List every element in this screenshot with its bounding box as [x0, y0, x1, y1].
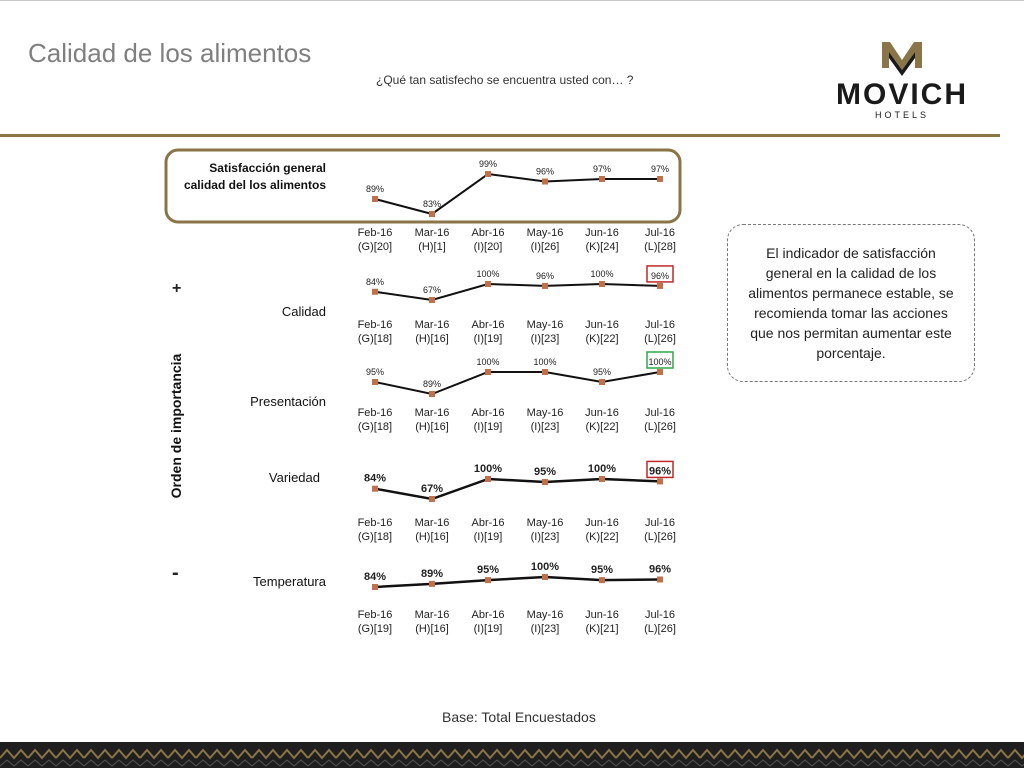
chart-2-base-label-3: (I)[23]: [530, 421, 560, 433]
chart-0-tick-label-3: May-16: [526, 227, 564, 239]
chart-1-tick-label-1: Mar-16: [414, 319, 450, 331]
chart-1-series-line: [375, 284, 660, 300]
chart-4-tick-label-1: Mar-16: [414, 609, 450, 621]
chart-0-point-5: [657, 176, 663, 182]
chart-1-tick-label-2: Abr-16: [471, 319, 505, 331]
chart-3-base-label-1: (H)[16]: [415, 531, 449, 543]
chart-3-tick-label-4: Jun-16: [585, 517, 619, 529]
chart-4-base-label-5: (L)[26]: [644, 623, 676, 635]
chart-2-point-4: [599, 379, 605, 385]
chart-3-data-label-5: 96%: [648, 465, 672, 478]
chart-1-data-label-3: 96%: [535, 270, 555, 281]
chart-1-base-label-2: (I)[19]: [473, 333, 503, 345]
chart-1-tick-label-4: Jun-16: [585, 319, 619, 331]
page-title: Calidad de los alimentos: [28, 38, 312, 68]
chart-1-tick-label-5: Jul-16: [645, 319, 675, 331]
chart-2-tick-label-3: May-16: [526, 407, 564, 419]
chart-0-data-label-0: 89%: [365, 184, 385, 194]
chart-3-point-1: [429, 496, 435, 502]
chart-4-data-label-5: 96%: [648, 563, 672, 576]
plus-sign: +: [172, 280, 182, 297]
chart-2-tick-label-5: Jul-16: [645, 407, 675, 419]
chart-0-data-label-2: 99%: [478, 159, 498, 169]
insight-callout: El indicador de satisfacción general en la calidad de los alimentos permanece estable, se recomienda tomar las acciones que nos permitan aumentar este porcentaje.: [727, 224, 975, 382]
chart-2-tick-label-1: Mar-16: [414, 407, 450, 419]
chart-0-point-1: [429, 211, 435, 217]
chart-0-series-line: [375, 174, 660, 214]
chart-4-data-label-0: 84%: [363, 571, 387, 583]
chart-0-base-label-4: (K)[24]: [585, 241, 619, 253]
chart-1-data-label-5: 96%: [650, 270, 670, 281]
chart-0-tick-label-2: Abr-16: [471, 227, 505, 239]
chart-0-point-0: [372, 196, 378, 202]
chart-3-base-label-4: (K)[22]: [585, 531, 619, 543]
chart-0-data-label-1: 83%: [422, 199, 442, 209]
chart-3-tick-label-3: May-16: [526, 517, 564, 529]
survey-question: ¿Qué tan satisfecho se encuentra usted con… ?: [376, 73, 634, 87]
chart-1-tick-label-3: May-16: [526, 319, 564, 331]
footer-band: [0, 742, 1024, 768]
chart-1-base-label-0: (G)[18]: [357, 333, 393, 345]
chart-3-point-3: [542, 479, 548, 485]
chart-0-tick-label-1: Mar-16: [414, 227, 450, 239]
chart-0-base-label-3: (I)[26]: [530, 241, 560, 253]
chart-1-point-1: [429, 297, 435, 303]
chart-2-base-label-5: (L)[26]: [644, 421, 676, 433]
base-note: Base: Total Encuestados: [442, 709, 596, 725]
chart-0-tick-label-0: Feb-16: [357, 227, 393, 239]
chart-1-data-label-0: 84%: [365, 276, 385, 287]
minus-sign: -: [172, 562, 179, 584]
chart-4-base-label-0: (G)[19]: [357, 623, 393, 635]
chart-2-data-label-5: 100%: [648, 357, 672, 367]
chart-3-point-0: [372, 486, 378, 492]
chart-2-base-label-2: (I)[19]: [473, 421, 503, 433]
chart-3-tick-label-1: Mar-16: [414, 517, 450, 529]
chart-2-point-0: [372, 379, 378, 385]
chart-2-data-label-4: 95%: [592, 367, 612, 377]
chart-0-data-label-5: 97%: [650, 164, 670, 174]
chart-2-point-1: [429, 391, 435, 397]
chart-2-data-label-0: 95%: [365, 367, 385, 377]
chart-0-data-label-3: 96%: [535, 166, 555, 177]
chart-3-data-label-1: 67%: [420, 483, 444, 495]
chart-2-data-label-1: 89%: [422, 379, 442, 389]
chart-3-data-label-2: 100%: [473, 463, 503, 475]
chart-0-base-label-1: (H)[1]: [418, 241, 446, 253]
chart-0-point-3: [542, 179, 548, 185]
chart-3-data-label-3: 95%: [533, 466, 557, 479]
chart-2-base-label-0: (G)[18]: [357, 421, 393, 433]
importance-axis-title: Orden de importancia: [168, 353, 184, 499]
chart-1-tick-label-0: Feb-16: [357, 319, 393, 331]
chart-0-title-line: Satisfacción general: [209, 161, 326, 175]
chart-0-tick-label-5: Jul-16: [645, 227, 675, 239]
chart-4-point-1: [429, 581, 435, 587]
chart-0-base-label-5: (L)[28]: [644, 241, 676, 253]
chart-0-title-line: calidad del los alimentos: [183, 178, 326, 192]
chart-1-point-2: [485, 281, 491, 287]
logo-sub: HOTELS: [874, 110, 930, 120]
chart-4-title-line: Temperatura: [253, 574, 326, 589]
chart-4-data-label-2: 95%: [476, 564, 500, 577]
chart-1-data-label-2: 100%: [476, 269, 500, 279]
chart-1-point-0: [372, 289, 378, 295]
chart-4-point-2: [485, 577, 491, 583]
chart-4-point-0: [372, 584, 378, 590]
chart-0-point-2: [485, 171, 491, 177]
chart-0-base-label-0: (G)[20]: [357, 241, 393, 253]
chart-4-data-label-1: 89%: [420, 567, 444, 580]
chart-3-point-2: [485, 476, 491, 482]
chart-2-point-5: [657, 369, 663, 375]
chart-4-tick-label-0: Feb-16: [357, 609, 393, 621]
chart-3-base-label-0: (G)[18]: [357, 531, 393, 543]
chart-2-data-label-3: 100%: [533, 357, 557, 367]
chart-2-base-label-1: (H)[16]: [415, 421, 449, 433]
chart-0-tick-label-4: Jun-16: [585, 227, 619, 239]
chart-3-title-line: Variedad: [268, 470, 320, 485]
chart-4-point-5: [657, 577, 663, 583]
chart-0-point-4: [599, 176, 605, 182]
chart-2-title-line: Presentación: [250, 394, 326, 409]
chart-4-base-label-4: (K)[21]: [585, 623, 619, 635]
chart-1-point-4: [599, 281, 605, 287]
chart-1-base-label-5: (L)[26]: [644, 333, 676, 345]
chart-4-tick-label-5: Jul-16: [645, 609, 675, 621]
chart-1-base-label-4: (K)[22]: [585, 333, 619, 345]
chart-3-data-label-0: 84%: [363, 472, 387, 485]
chart-4-tick-label-3: May-16: [526, 609, 564, 621]
chart-4-data-label-3: 100%: [530, 561, 560, 573]
chart-1-point-5: [657, 283, 663, 289]
chart-3-point-5: [657, 478, 663, 484]
chart-4-tick-label-4: Jun-16: [585, 609, 619, 621]
chart-1-base-label-1: (H)[16]: [415, 333, 449, 345]
chart-3-series-line: [375, 479, 660, 499]
chart-4-base-label-2: (I)[19]: [473, 623, 503, 635]
chart-0-data-label-4: 97%: [592, 164, 612, 174]
chart-1-data-label-1: 67%: [422, 285, 442, 295]
chart-3-base-label-3: (I)[23]: [530, 531, 560, 543]
chart-3-point-4: [599, 476, 605, 482]
chart-1-point-3: [542, 283, 548, 289]
chart-4-tick-label-2: Abr-16: [471, 609, 505, 621]
chart-1-data-label-4: 100%: [590, 269, 614, 279]
chart-3-tick-label-2: Abr-16: [471, 517, 505, 529]
chart-4-series-line: [375, 577, 660, 587]
chart-1-title-line: Calidad: [281, 304, 326, 319]
chart-2-data-label-2: 100%: [476, 357, 500, 367]
chart-3-tick-label-0: Feb-16: [357, 517, 393, 529]
chart-2-point-2: [485, 369, 491, 375]
chart-4-point-4: [599, 577, 605, 583]
chart-2-tick-label-4: Jun-16: [585, 407, 619, 419]
chart-2-series-line: [375, 372, 660, 394]
chart-2-point-3: [542, 369, 548, 375]
chart-4-base-label-3: (I)[23]: [530, 623, 560, 635]
chart-3-base-label-5: (L)[26]: [644, 531, 676, 543]
chart-3-base-label-2: (I)[19]: [473, 531, 503, 543]
logo-brand: MOVICH: [836, 78, 968, 111]
chart-4-point-3: [542, 574, 548, 580]
chart-4-base-label-1: (H)[16]: [415, 623, 449, 635]
chart-1-base-label-3: (I)[23]: [530, 333, 560, 345]
chart-2-base-label-4: (K)[22]: [585, 421, 619, 433]
chart-4-data-label-4: 95%: [590, 564, 614, 577]
chart-0-base-label-2: (I)[20]: [473, 241, 503, 253]
chart-2-tick-label-2: Abr-16: [471, 407, 505, 419]
chart-3-tick-label-5: Jul-16: [645, 517, 675, 529]
chart-3-data-label-4: 100%: [587, 463, 617, 475]
chart-2-tick-label-0: Feb-16: [357, 407, 393, 419]
